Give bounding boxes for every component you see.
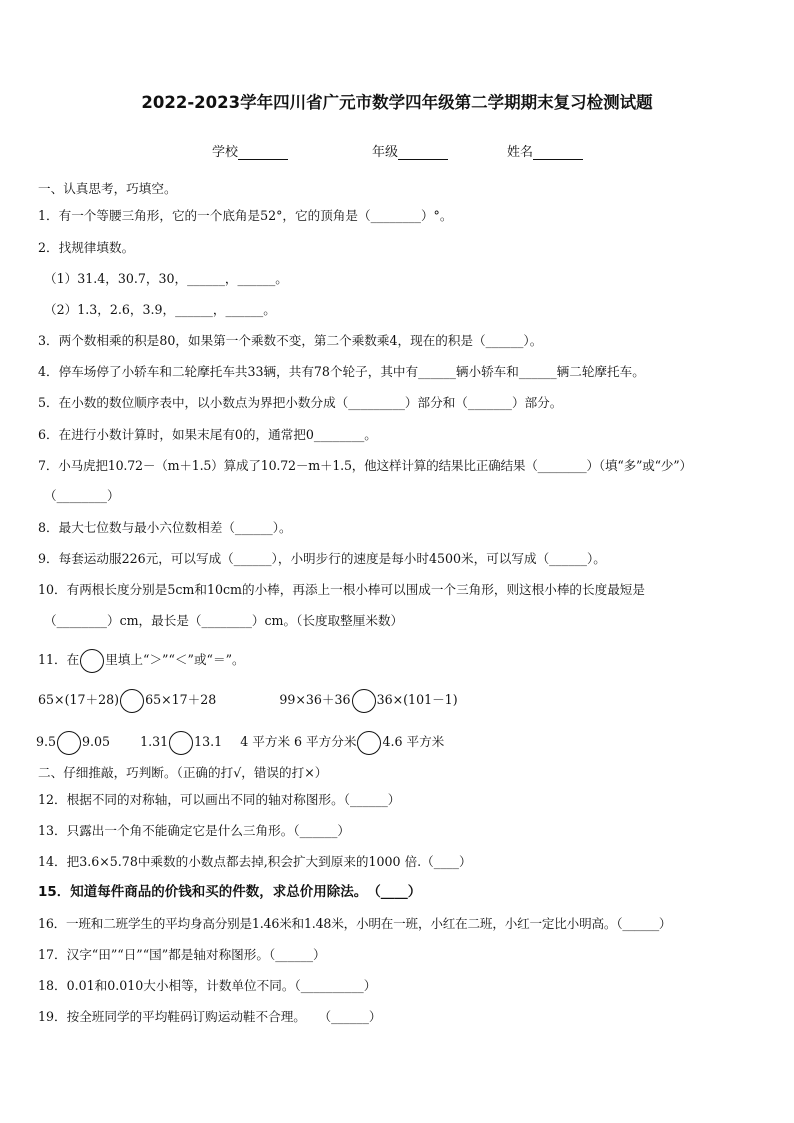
question-19: 19．按全班同学的平均鞋码订购运动鞋不合理。 （______） [38,1009,382,1024]
question-15: 15．知道每件商品的价钱和买的件数，求总价用除法。 （____） [38,884,422,900]
compare-1-left: 65×(17＋28) [38,692,120,707]
question-11 [38,646,245,674]
question-2-part-1: （1）31.4，30.7，30，______，______。 [44,271,288,286]
compare-4-right: 13.1 [194,734,223,749]
question-16: 16．一班和二班学生的平均身高分别是1.46米和1.48米，小明在一班，小红在二班，小红一定比小明高。（______） [38,916,672,931]
question-10-answer: （________）cm，最长是（________）cm。（长度取整厘米数） [44,613,404,628]
question-11-suffix: 里填上“＞”“＜”或“＝”。 [105,652,245,667]
question-14: 14．把3.6×5.78中乘数的小数点都去掉,积会扩大到原来的1000 倍.（____） [38,854,472,869]
compare-4-circle[interactable] [169,731,193,755]
page-title: 2022-2023学年四川省广元市数学四年级第二学期期末复习检测试题 [141,93,653,112]
question-17: 17．汉字“田”“日”“国”都是轴对称图形。（______） [38,947,326,962]
compare-row-1 [38,686,458,714]
compare-3-circle[interactable] [57,731,81,755]
compare-3-right: 9.05 [82,734,111,749]
section-2-heading: 二、仔细推敲，巧判断。（正确的打√，错误的打×） [38,765,328,780]
compare-1-circle[interactable] [120,689,144,713]
section-1-heading: 一、认真思考，巧填空。 [38,181,177,196]
question-2: 2．找规律填数。 [38,240,135,255]
question-11-prefix: 11．在 [38,652,80,667]
compare-2-left: 99×36＋36 [279,692,351,707]
compare-2-right: 36×(101－1) [376,692,458,707]
grade-label: 年级 [372,145,399,160]
school-blank[interactable] [238,145,288,160]
question-10: 10．有两根长度分别是5cm和10cm的小棒，再添上一根小棒可以围成一个三角形，则这根小棒的长度最短是 [38,582,645,597]
question-2-part-2: （2）1.3，2.6，3.9，______，______。 [44,302,276,317]
question-6: 6．在进行小数计算时，如果末尾有0的，通常把0________。 [38,427,377,442]
question-12: 12．根据不同的对称轴，可以画出不同的轴对称图形。（______） [38,792,401,807]
question-8: 8．最大七位数与最小六位数相差（______）。 [38,520,292,535]
compare-2-circle[interactable] [352,689,376,713]
school-label: 学校 [212,145,239,160]
question-13: 13．只露出一个角不能确定它是什么三角形。（______） [38,823,350,838]
name-blank[interactable] [533,145,583,160]
compare-row-2 [36,728,444,756]
question-1: 1．有一个等腰三角形，它的一个底角是52°，它的顶角是（________）°。 [38,208,453,223]
name-field[interactable] [507,141,583,160]
question-7-answer: （________） [44,488,120,503]
compare-3-left: 9.5 [36,734,57,749]
school-field[interactable] [212,141,288,160]
question-3: 3．两个数相乘的积是80，如果第一个乘数不变，第二个乘数乘4，现在的积是（______）。 [38,333,543,348]
grade-blank[interactable] [398,145,448,160]
question-4: 4．停车场停了小轿车和二轮摩托车共33辆，共有78个轮子，其中有______辆小轿车和______辆二轮摩托车。 [38,364,645,379]
compare-5-left: 4 平方米 6 平方分米 [240,734,357,749]
question-5: 5．在小数的数位顺序表中，以小数点为界把小数分成（_________）部分和（_______）部分。 [38,395,563,410]
compare-1-right: 65×17＋28 [145,692,217,707]
compare-5-circle[interactable] [357,731,381,755]
name-label: 姓名 [507,145,534,160]
question-18: 18．0.01和0.010大小相等，计数单位不同。（__________） [38,978,377,993]
compare-circle-example [80,649,104,673]
compare-5-right: 4.6 平方米 [382,734,445,749]
question-9: 9．每套运动服226元，可以写成（______），小明步行的速度是每小时4500米，可以写成（______）。 [38,551,606,566]
grade-field[interactable] [372,141,448,160]
compare-4-left: 1.31 [140,734,169,749]
question-7: 7．小马虎把10.72－（m＋1.5）算成了10.72－m＋1.5，他这样计算的结果比正确结果（________）（填“多”或“少”） [38,458,692,473]
